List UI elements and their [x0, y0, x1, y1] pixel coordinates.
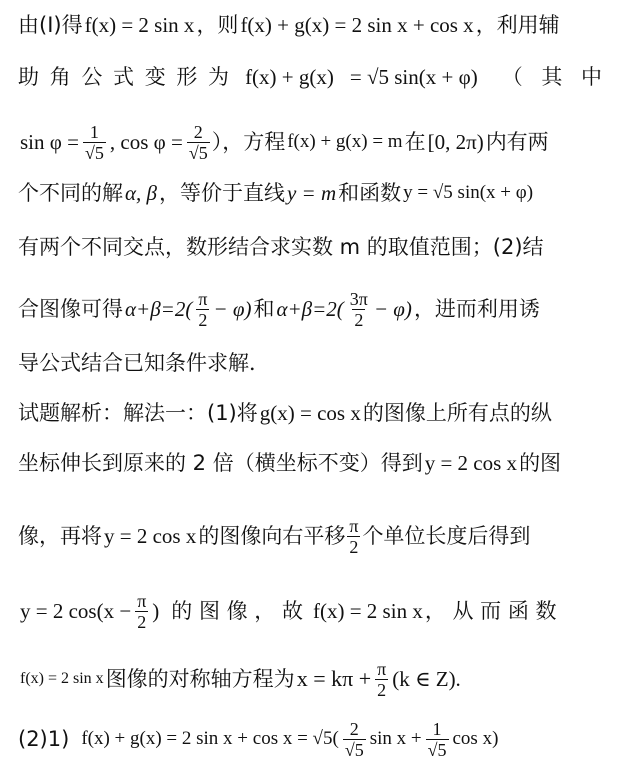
formula: f(x) + g(x) = m	[287, 131, 403, 152]
formula: sin x +	[369, 728, 422, 749]
numerator: 2	[193, 121, 203, 142]
text: 助 角 公 式 变 形 为	[18, 65, 232, 89]
text: 的图	[519, 451, 562, 475]
text: 内有两	[485, 130, 549, 154]
fraction	[196, 289, 209, 330]
text: ，进而利用诱	[413, 297, 540, 321]
denominator: √5	[344, 739, 364, 760]
text: 和函数	[338, 181, 402, 205]
text-line-8	[18, 398, 628, 428]
numerator: 2	[349, 718, 359, 739]
formula: y = √5 sin(x + φ)	[403, 182, 534, 203]
formula: cos x)	[452, 728, 499, 749]
denominator: √5	[427, 739, 447, 760]
fraction	[83, 122, 106, 163]
denominator: √5	[84, 142, 104, 163]
fraction	[426, 719, 449, 760]
formula: f(x) + g(x) = 2 sin x + cos x = √5(	[81, 728, 339, 749]
formula: (k ∈ Z).	[392, 667, 461, 691]
numerator: π	[377, 658, 387, 679]
text: 像，再将	[18, 524, 102, 548]
text: ），方程	[211, 130, 286, 154]
formula: sin φ =	[20, 130, 79, 154]
denominator: 2	[198, 309, 208, 330]
text: (2)1)	[18, 727, 70, 751]
text-line-2	[18, 62, 628, 92]
formula: f(x) + g(x) = 2 sin x + cos x	[240, 13, 474, 37]
text: 个不同的解	[18, 181, 123, 205]
formula: α+β=2(	[276, 297, 344, 321]
text: ，等价于直线	[158, 181, 285, 205]
text: ， 从 而 函 数	[424, 599, 557, 623]
fraction	[347, 516, 360, 557]
text-line-1	[18, 10, 628, 40]
text: 的图像向右平移	[198, 524, 346, 548]
text: 合图像可得	[18, 297, 123, 321]
fraction	[343, 719, 366, 760]
fraction	[187, 122, 210, 163]
formula: f(x) = 2 sin x	[312, 599, 423, 623]
fraction	[135, 591, 148, 632]
denominator: 2	[349, 536, 359, 557]
text: 有两个不同交点，数形结合求实数 m 的取值范围；(2)结	[18, 235, 544, 259]
text: 的图像上所有点的纵	[362, 401, 552, 425]
numerator: 3π	[349, 288, 368, 309]
text-line-4	[18, 178, 628, 208]
text: （ 其 中	[501, 65, 609, 89]
numerator: π	[198, 288, 208, 309]
formula: α, β	[125, 181, 157, 205]
text: ，则	[196, 13, 239, 37]
text-line-13	[18, 712, 628, 766]
text: 导公式结合已知条件求解．	[18, 351, 270, 375]
denominator: 2	[354, 309, 364, 330]
formula: y = 2 cos x	[424, 451, 518, 475]
text-line-5	[18, 232, 628, 262]
numerator: 1	[432, 718, 442, 739]
numerator: π	[137, 590, 147, 611]
text: 试题解析：解法一：(1)将	[18, 401, 258, 425]
text-line-11	[18, 584, 628, 638]
formula: = √5 sin(x + φ)	[349, 65, 478, 89]
formula: f(x) + g(x)	[245, 65, 334, 89]
formula: − φ)	[373, 297, 412, 321]
text: 个单位长度后得到	[362, 524, 531, 548]
formula: y = 2 cos(x −	[20, 599, 132, 623]
numerator: π	[349, 515, 359, 536]
formula: − φ)	[213, 297, 252, 321]
text-line-3	[18, 116, 628, 168]
fraction	[375, 659, 388, 700]
denominator: √5	[188, 142, 208, 163]
text-line-7	[18, 348, 628, 378]
denominator: 2	[377, 679, 387, 700]
formula: y = 2 cos x	[104, 524, 197, 548]
text: 和	[253, 297, 275, 321]
text-line-9	[18, 448, 628, 478]
denominator: 2	[137, 611, 147, 632]
formula: g(x) = cos x	[259, 401, 361, 425]
formula: , cos φ =	[109, 130, 183, 154]
formula: y = m	[286, 181, 337, 205]
text: 坐标伸长到原来的 2 倍（横坐标不变）得到	[18, 451, 423, 475]
text: 由(Ⅰ)得	[18, 13, 83, 37]
text: 图像的对称轴方程为	[105, 667, 295, 691]
formula: f(x) = 2 sin x	[84, 13, 195, 37]
text: 的 图 像 ， 故	[171, 599, 303, 623]
text-line-6	[18, 282, 628, 336]
text: 在	[404, 130, 426, 154]
formula: )	[152, 599, 160, 623]
formula: x = kπ +	[296, 666, 372, 691]
text: ，利用辅	[475, 13, 560, 37]
formula: [0, 2π)	[427, 130, 484, 154]
fraction	[348, 289, 370, 330]
formula: f(x) = 2 sin x	[20, 670, 104, 687]
numerator: 1	[89, 121, 99, 142]
text-line-10	[18, 506, 628, 566]
text-line-12	[18, 652, 628, 706]
formula: α+β=2(	[125, 297, 193, 321]
